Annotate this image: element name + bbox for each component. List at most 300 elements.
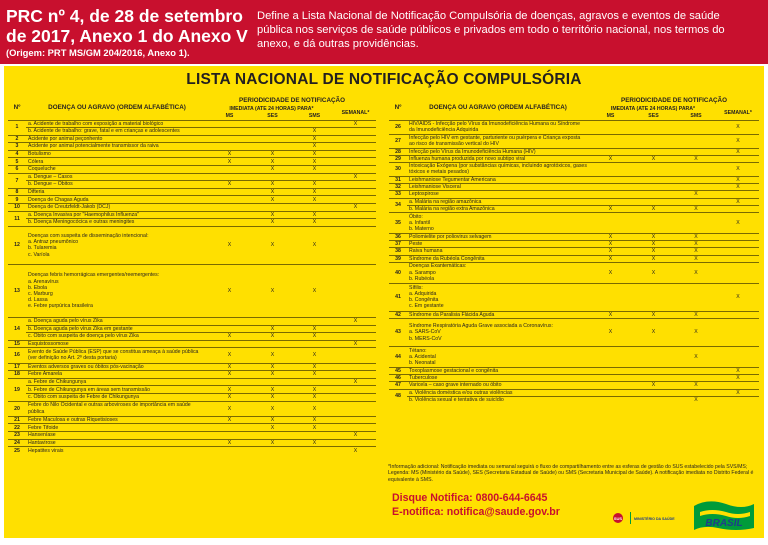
mark-sms: X	[675, 155, 717, 162]
disease-name: Febre Tifoide	[26, 424, 208, 432]
mark-sms: X	[294, 386, 335, 394]
mark-ms	[208, 188, 251, 196]
disease-name: Óbito: a. Infantil b. Materno	[407, 212, 589, 233]
mark-ses	[632, 375, 675, 382]
mark-ses: X	[632, 248, 675, 255]
mark-ses: X	[632, 255, 675, 262]
mark-ses: X	[251, 386, 294, 394]
mark-ms: X	[208, 439, 251, 447]
row-number: 10	[8, 204, 26, 212]
table-row	[8, 264, 376, 317]
mark-ms	[589, 212, 632, 233]
additional-info-note: *Informação adicional: Notificação imediata ou semanal seguirá o fluxo de compartilhamento entre as esferas de gestão do SUS estabelecido pela SVS/MS; Legenda: MS (Ministério da Saúde), SES (Secretaria Estadual de Saúde) ou SMS (Secretaria Municipal de Saúde). A notificação imediata no Distrito Federal é equivalente à SMS.	[388, 464, 754, 483]
disease-name: Tétano: a. Acidental b. Neonatal	[407, 346, 589, 367]
mark-sem	[335, 325, 376, 333]
mark-sem	[717, 396, 759, 403]
col-ses-header: SES	[267, 113, 278, 120]
disease-name: Infecção pelo Vírus da Imunodeficiência Humana (HIV)	[407, 148, 589, 155]
title-origin: (Origem: PRT MS/GM 204/2016, Anexo 1).	[6, 47, 190, 58]
mark-sem: X	[335, 447, 376, 455]
title-line-2: de 2017, Anexo 1 do Anexo V	[6, 26, 248, 46]
col-periodicity-header: PERIODICIDADE DE NOTIFICAÇÃO	[239, 96, 346, 104]
table-row	[8, 318, 376, 326]
mark-sem	[335, 424, 376, 432]
disease-name: b. Malária na região extra Amazônica	[407, 205, 589, 212]
mark-ses	[251, 378, 294, 386]
col-sms-header: SMS	[690, 113, 702, 120]
mark-ses	[632, 212, 675, 233]
mark-ms	[208, 447, 251, 455]
disease-name: HIV/AIDS - Infecção pelo Vírus da Imunodeficiência Humana ou Síndrome da Imunodeficiência Adquirida	[407, 120, 589, 134]
disease-name: Hantavirose	[26, 439, 208, 447]
mark-ms: X	[208, 371, 251, 379]
mark-ms: X	[589, 311, 632, 318]
mark-ms	[208, 219, 251, 227]
table-row	[8, 325, 376, 333]
mark-ses	[251, 340, 294, 348]
disease-name: Febre Maculosa e outras Riquetisioses	[26, 416, 208, 424]
mark-sms: X	[294, 135, 335, 143]
row-number: 41	[389, 283, 407, 311]
mark-ses	[251, 143, 294, 151]
table-row	[389, 262, 759, 283]
table-row	[8, 447, 376, 455]
row-number: 33	[389, 191, 407, 198]
mark-sem	[717, 346, 759, 367]
mark-sms: X	[294, 196, 335, 204]
disease-name: Eventos adversos graves ou óbitos pós-vacinação	[26, 363, 208, 371]
mark-ms	[589, 120, 632, 134]
row-number: 15	[8, 340, 26, 348]
mark-sem: X	[717, 198, 759, 205]
sus-logo	[613, 513, 623, 523]
mark-ses: X	[251, 181, 294, 189]
disease-name: Evento de Saúde Pública (ESP) que se constitua ameaça à saúde pública (ver definição no Art. 2º desta portaria)	[26, 348, 208, 363]
mark-ms: X	[208, 348, 251, 363]
disease-name: Peste	[407, 241, 589, 248]
disease-name: c. Óbito com suspeita de Febre de Chikungunya	[26, 393, 208, 401]
mark-ms	[208, 196, 251, 204]
mark-sms: X	[294, 150, 335, 158]
email-line: E-notifica: notifica@saude.gov.br	[392, 506, 560, 518]
row-number: 4	[8, 150, 26, 158]
phone-line: Disque Notifica: 0800-644-6645	[392, 492, 548, 504]
table-row	[389, 283, 759, 311]
mark-ms	[589, 396, 632, 403]
mark-sem	[335, 416, 376, 424]
mark-sem	[335, 196, 376, 204]
mark-ms	[208, 378, 251, 386]
row-number: 40	[389, 262, 407, 283]
row-number: 43	[389, 318, 407, 346]
disease-name: Doença de Chagas Aguda	[26, 196, 208, 204]
mark-ms: X	[208, 363, 251, 371]
table-row	[8, 188, 376, 196]
mark-sem: X	[335, 340, 376, 348]
mark-ms: X	[589, 155, 632, 162]
mark-ses: X	[251, 439, 294, 447]
mark-sms: X	[294, 333, 335, 341]
disease-name: Leptospirose	[407, 191, 589, 198]
mark-ses	[251, 447, 294, 455]
table-row	[389, 233, 759, 240]
mark-sem: X	[335, 120, 376, 128]
mark-ms	[208, 325, 251, 333]
mark-sms: X	[294, 363, 335, 371]
mark-ms	[589, 148, 632, 155]
brasil-logo	[694, 501, 754, 530]
mark-sem: X	[717, 134, 759, 148]
mark-sms: X	[675, 233, 717, 240]
table-row	[8, 363, 376, 371]
mark-ms	[589, 367, 632, 374]
col-immediate-header: IMEDIATA (ATÉ 24 HORAS) PARA*	[610, 106, 696, 113]
disease-name: Poliomielite por poliovirus selvagem	[407, 233, 589, 240]
mark-ses	[251, 173, 294, 181]
mark-ms	[589, 176, 632, 183]
mark-ms: X	[208, 416, 251, 424]
mark-sem: X	[717, 176, 759, 183]
row-number: 2	[8, 135, 26, 143]
mark-ms	[589, 198, 632, 205]
mark-sms: X	[675, 255, 717, 262]
mark-ses: X	[632, 262, 675, 283]
mark-ses: X	[251, 211, 294, 219]
disease-name: Síndrome da Rubéola Congênita	[407, 255, 589, 262]
table-row	[8, 378, 376, 386]
table-row	[8, 386, 376, 394]
disease-name: Hepatites virais	[26, 447, 208, 455]
table-row	[389, 148, 759, 155]
disease-name: c. Óbito com suspeita de doença pelo vírus Zika	[26, 333, 208, 341]
mark-sms	[675, 184, 717, 191]
mark-ses	[632, 184, 675, 191]
mark-sms: X	[294, 264, 335, 317]
disease-name: Intoxicação Exógena (por substâncias químicas, incluindo agrotóxicos, gases tóxicos e metais pesados)	[407, 162, 589, 176]
mark-ses: X	[632, 318, 675, 346]
mark-sem	[335, 393, 376, 401]
mark-sem: X	[717, 283, 759, 311]
mark-ses: X	[632, 205, 675, 212]
mark-sms: X	[294, 393, 335, 401]
mark-ms	[208, 166, 251, 174]
row-number: 19	[8, 378, 26, 401]
row-number: 29	[389, 155, 407, 162]
mark-ms: X	[208, 226, 251, 264]
mark-ms	[589, 184, 632, 191]
table-row	[8, 226, 376, 264]
mark-sem	[335, 226, 376, 264]
mark-sms	[675, 389, 717, 396]
table-row	[389, 162, 759, 176]
mark-ms	[208, 128, 251, 136]
disease-name: Infecção pelo HIV em gestante, parturiente ou puérpera e Criança exposta ao risco de transmissão vertical do HIV	[407, 134, 589, 148]
disease-name: b. Acidente de trabalho: grave, fatal e em crianças e adolescentes	[26, 128, 208, 136]
mark-ses: X	[251, 363, 294, 371]
mark-sms	[294, 340, 335, 348]
table-row	[8, 173, 376, 181]
mark-sem	[335, 188, 376, 196]
brasil-logo-text: BRASIL	[705, 518, 743, 529]
table-row	[8, 393, 376, 401]
mark-sms	[675, 134, 717, 148]
disease-name: Doenças com suspeita de disseminação intencional: a. Antraz pneumônico b. Tularemia c. Varíola	[26, 226, 208, 264]
mark-sms: X	[294, 211, 335, 219]
main-title: LISTA NACIONAL DE NOTIFICAÇÃO COMPULSÓRIA	[186, 71, 582, 88]
mark-sem: X	[335, 431, 376, 439]
mark-sem	[335, 386, 376, 394]
mark-sms: X	[294, 166, 335, 174]
mark-ms: X	[208, 386, 251, 394]
row-number: 21	[8, 416, 26, 424]
mark-ses: X	[251, 150, 294, 158]
table-row	[389, 191, 759, 198]
disease-name: Hanseníase	[26, 431, 208, 439]
table-row	[8, 211, 376, 219]
mark-ms	[208, 204, 251, 212]
mark-sem: X	[717, 162, 759, 176]
mark-sms	[294, 173, 335, 181]
mark-ses	[632, 198, 675, 205]
mark-ms	[589, 134, 632, 148]
mark-sms: X	[294, 439, 335, 447]
mark-sms: X	[294, 181, 335, 189]
col-disease-header: DOENÇA OU AGRAVO (ORDEM ALFABÉTICA)	[48, 103, 186, 111]
mark-sms	[675, 176, 717, 183]
mark-ms	[589, 191, 632, 198]
row-number: 8	[8, 188, 26, 196]
row-number: 47	[389, 382, 407, 389]
mark-ses: X	[251, 226, 294, 264]
mark-sem	[335, 371, 376, 379]
mark-ms	[208, 424, 251, 432]
mark-sem	[717, 255, 759, 262]
row-number: 26	[389, 120, 407, 134]
row-number: 45	[389, 367, 407, 374]
mark-ses: X	[251, 333, 294, 341]
mark-sms: X	[294, 325, 335, 333]
mark-ms: X	[589, 318, 632, 346]
row-number: 39	[389, 255, 407, 262]
table-row	[389, 346, 759, 367]
table-row	[8, 439, 376, 447]
mark-ses	[251, 431, 294, 439]
row-number: 11	[8, 211, 26, 226]
table-row	[8, 340, 376, 348]
disease-name: a. Doença Invasiva por "Haemophilus Influenza"	[26, 211, 208, 219]
government-logos	[608, 498, 758, 534]
mark-sms: X	[294, 348, 335, 363]
row-number: 38	[389, 248, 407, 255]
table-row	[389, 255, 759, 262]
mark-ms: X	[589, 262, 632, 283]
mark-sms	[675, 198, 717, 205]
col-weekly-header: SEMANAL*	[341, 109, 370, 116]
disease-name: a. Febre de Chikungunya	[26, 378, 208, 386]
mark-sms	[675, 212, 717, 233]
disease-name: b. Febre de Chikungunya em áreas sem transmissão	[26, 386, 208, 394]
disease-name: b. Doença Meningocócica e outras meningites	[26, 219, 208, 227]
mark-ms	[589, 346, 632, 367]
table-row	[8, 348, 376, 363]
row-number: 28	[389, 148, 407, 155]
mark-sem	[717, 241, 759, 248]
table-row	[8, 371, 376, 379]
table-row	[389, 389, 759, 396]
row-number: 42	[389, 311, 407, 318]
mark-sem	[717, 205, 759, 212]
mark-sem	[717, 262, 759, 283]
mark-ms: X	[589, 248, 632, 255]
mark-sem	[717, 318, 759, 346]
mark-sem: X	[717, 120, 759, 134]
mark-ms	[208, 120, 251, 128]
row-number: 34	[389, 198, 407, 212]
disease-name: Sífilis: a. Adquirida b. Congênita c. Em gestante	[407, 283, 589, 311]
mark-sms: X	[675, 248, 717, 255]
table-row	[8, 416, 376, 424]
mark-ms	[208, 340, 251, 348]
col-weekly-header: SEMANAL*	[724, 109, 752, 116]
mark-ses: X	[632, 233, 675, 240]
disease-name: Acidente por animal peçonhento	[26, 135, 208, 143]
mark-ses	[632, 162, 675, 176]
table-row	[389, 155, 759, 162]
yellow-sheet	[4, 66, 764, 538]
mark-sms	[294, 204, 335, 212]
disease-name: a. Violência doméstica e/ou outras violências	[407, 389, 589, 396]
table-row	[389, 241, 759, 248]
row-number: 35	[389, 212, 407, 233]
mark-sms	[294, 378, 335, 386]
disease-name: Botulismo	[26, 150, 208, 158]
mark-sem: X	[335, 173, 376, 181]
sus-logo-text: SUS	[613, 516, 623, 521]
table-row	[8, 181, 376, 189]
row-number: 6	[8, 166, 26, 174]
row-number: 12	[8, 226, 26, 264]
mark-ses	[632, 134, 675, 148]
table-row	[8, 196, 376, 204]
table-row	[8, 158, 376, 166]
mark-sms: X	[294, 371, 335, 379]
mark-sem	[335, 401, 376, 416]
mark-ses	[632, 396, 675, 403]
mark-sem: X	[335, 378, 376, 386]
mark-sms: X	[294, 424, 335, 432]
mark-sms: X	[294, 416, 335, 424]
mark-ses: X	[251, 188, 294, 196]
mark-ses	[251, 135, 294, 143]
disease-name: Febre Amarela	[26, 371, 208, 379]
mark-ms: X	[589, 241, 632, 248]
mark-sem: X	[717, 184, 759, 191]
table-row	[8, 333, 376, 341]
mark-sem	[335, 181, 376, 189]
row-number: 7	[8, 173, 26, 188]
mark-ms	[208, 318, 251, 326]
row-number: 31	[389, 176, 407, 183]
mark-ses	[251, 318, 294, 326]
disease-name: a. Doença aguda pelo vírus Zika	[26, 318, 208, 326]
mark-ms	[589, 382, 632, 389]
mark-ms	[589, 283, 632, 311]
mark-ms: X	[208, 150, 251, 158]
mark-ses: X	[251, 424, 294, 432]
disease-name: Esquistossomose	[26, 340, 208, 348]
row-number: 17	[8, 363, 26, 371]
mark-ses	[251, 120, 294, 128]
contact-block	[392, 491, 560, 519]
row-number: 25	[8, 447, 26, 455]
mark-sms: X	[675, 311, 717, 318]
table-row	[389, 205, 759, 212]
mark-sms: X	[294, 143, 335, 151]
mark-ses	[632, 346, 675, 367]
mark-sem	[335, 150, 376, 158]
row-number: 36	[389, 233, 407, 240]
row-number: 14	[8, 318, 26, 341]
disease-name: Febre do Nilo Ocidental e outras arboviroses de importância em saúde pública	[26, 401, 208, 416]
col-num-header: Nº	[394, 103, 402, 111]
ministry-logo	[630, 512, 675, 524]
table-row	[389, 382, 759, 389]
row-number: 30	[389, 162, 407, 176]
table-row	[8, 120, 376, 128]
row-number: 18	[8, 371, 26, 379]
mark-sms	[294, 447, 335, 455]
mark-sem	[717, 311, 759, 318]
mark-ses: X	[251, 219, 294, 227]
header-banner	[0, 0, 768, 64]
mark-sem	[717, 155, 759, 162]
mark-sem	[717, 248, 759, 255]
mark-sms	[294, 431, 335, 439]
disease-name: a. Acidente de trabalho com exposição a material biológico	[26, 120, 208, 128]
row-number: 24	[8, 439, 26, 447]
row-number: 16	[8, 348, 26, 363]
disease-name: Coqueluche	[26, 166, 208, 174]
mark-sms	[675, 367, 717, 374]
mark-sem: X	[717, 148, 759, 155]
mark-sem: X	[335, 204, 376, 212]
table-row	[389, 184, 759, 191]
mark-sms	[294, 120, 335, 128]
mark-ses: X	[251, 416, 294, 424]
row-number: 44	[389, 346, 407, 367]
mark-sms: X	[294, 401, 335, 416]
mark-ses: X	[251, 158, 294, 166]
table-row	[389, 248, 759, 255]
mark-ses	[251, 128, 294, 136]
col-sms-header: SMS	[308, 113, 321, 120]
mark-sms	[675, 162, 717, 176]
mark-ms	[589, 162, 632, 176]
mark-sem	[717, 191, 759, 198]
row-number: 22	[8, 424, 26, 432]
mark-ms	[208, 143, 251, 151]
mark-ms	[208, 431, 251, 439]
print-footer	[0, 540, 768, 545]
table-row	[389, 318, 759, 346]
mark-ses: X	[251, 393, 294, 401]
mark-sem: X	[335, 318, 376, 326]
col-disease-header: DOENÇA OU AGRAVO (ORDEM ALFABÉTICA)	[429, 103, 567, 111]
row-number: 46	[389, 375, 407, 382]
mark-sms: X	[294, 158, 335, 166]
mark-ms: X	[589, 205, 632, 212]
table-row	[8, 219, 376, 227]
